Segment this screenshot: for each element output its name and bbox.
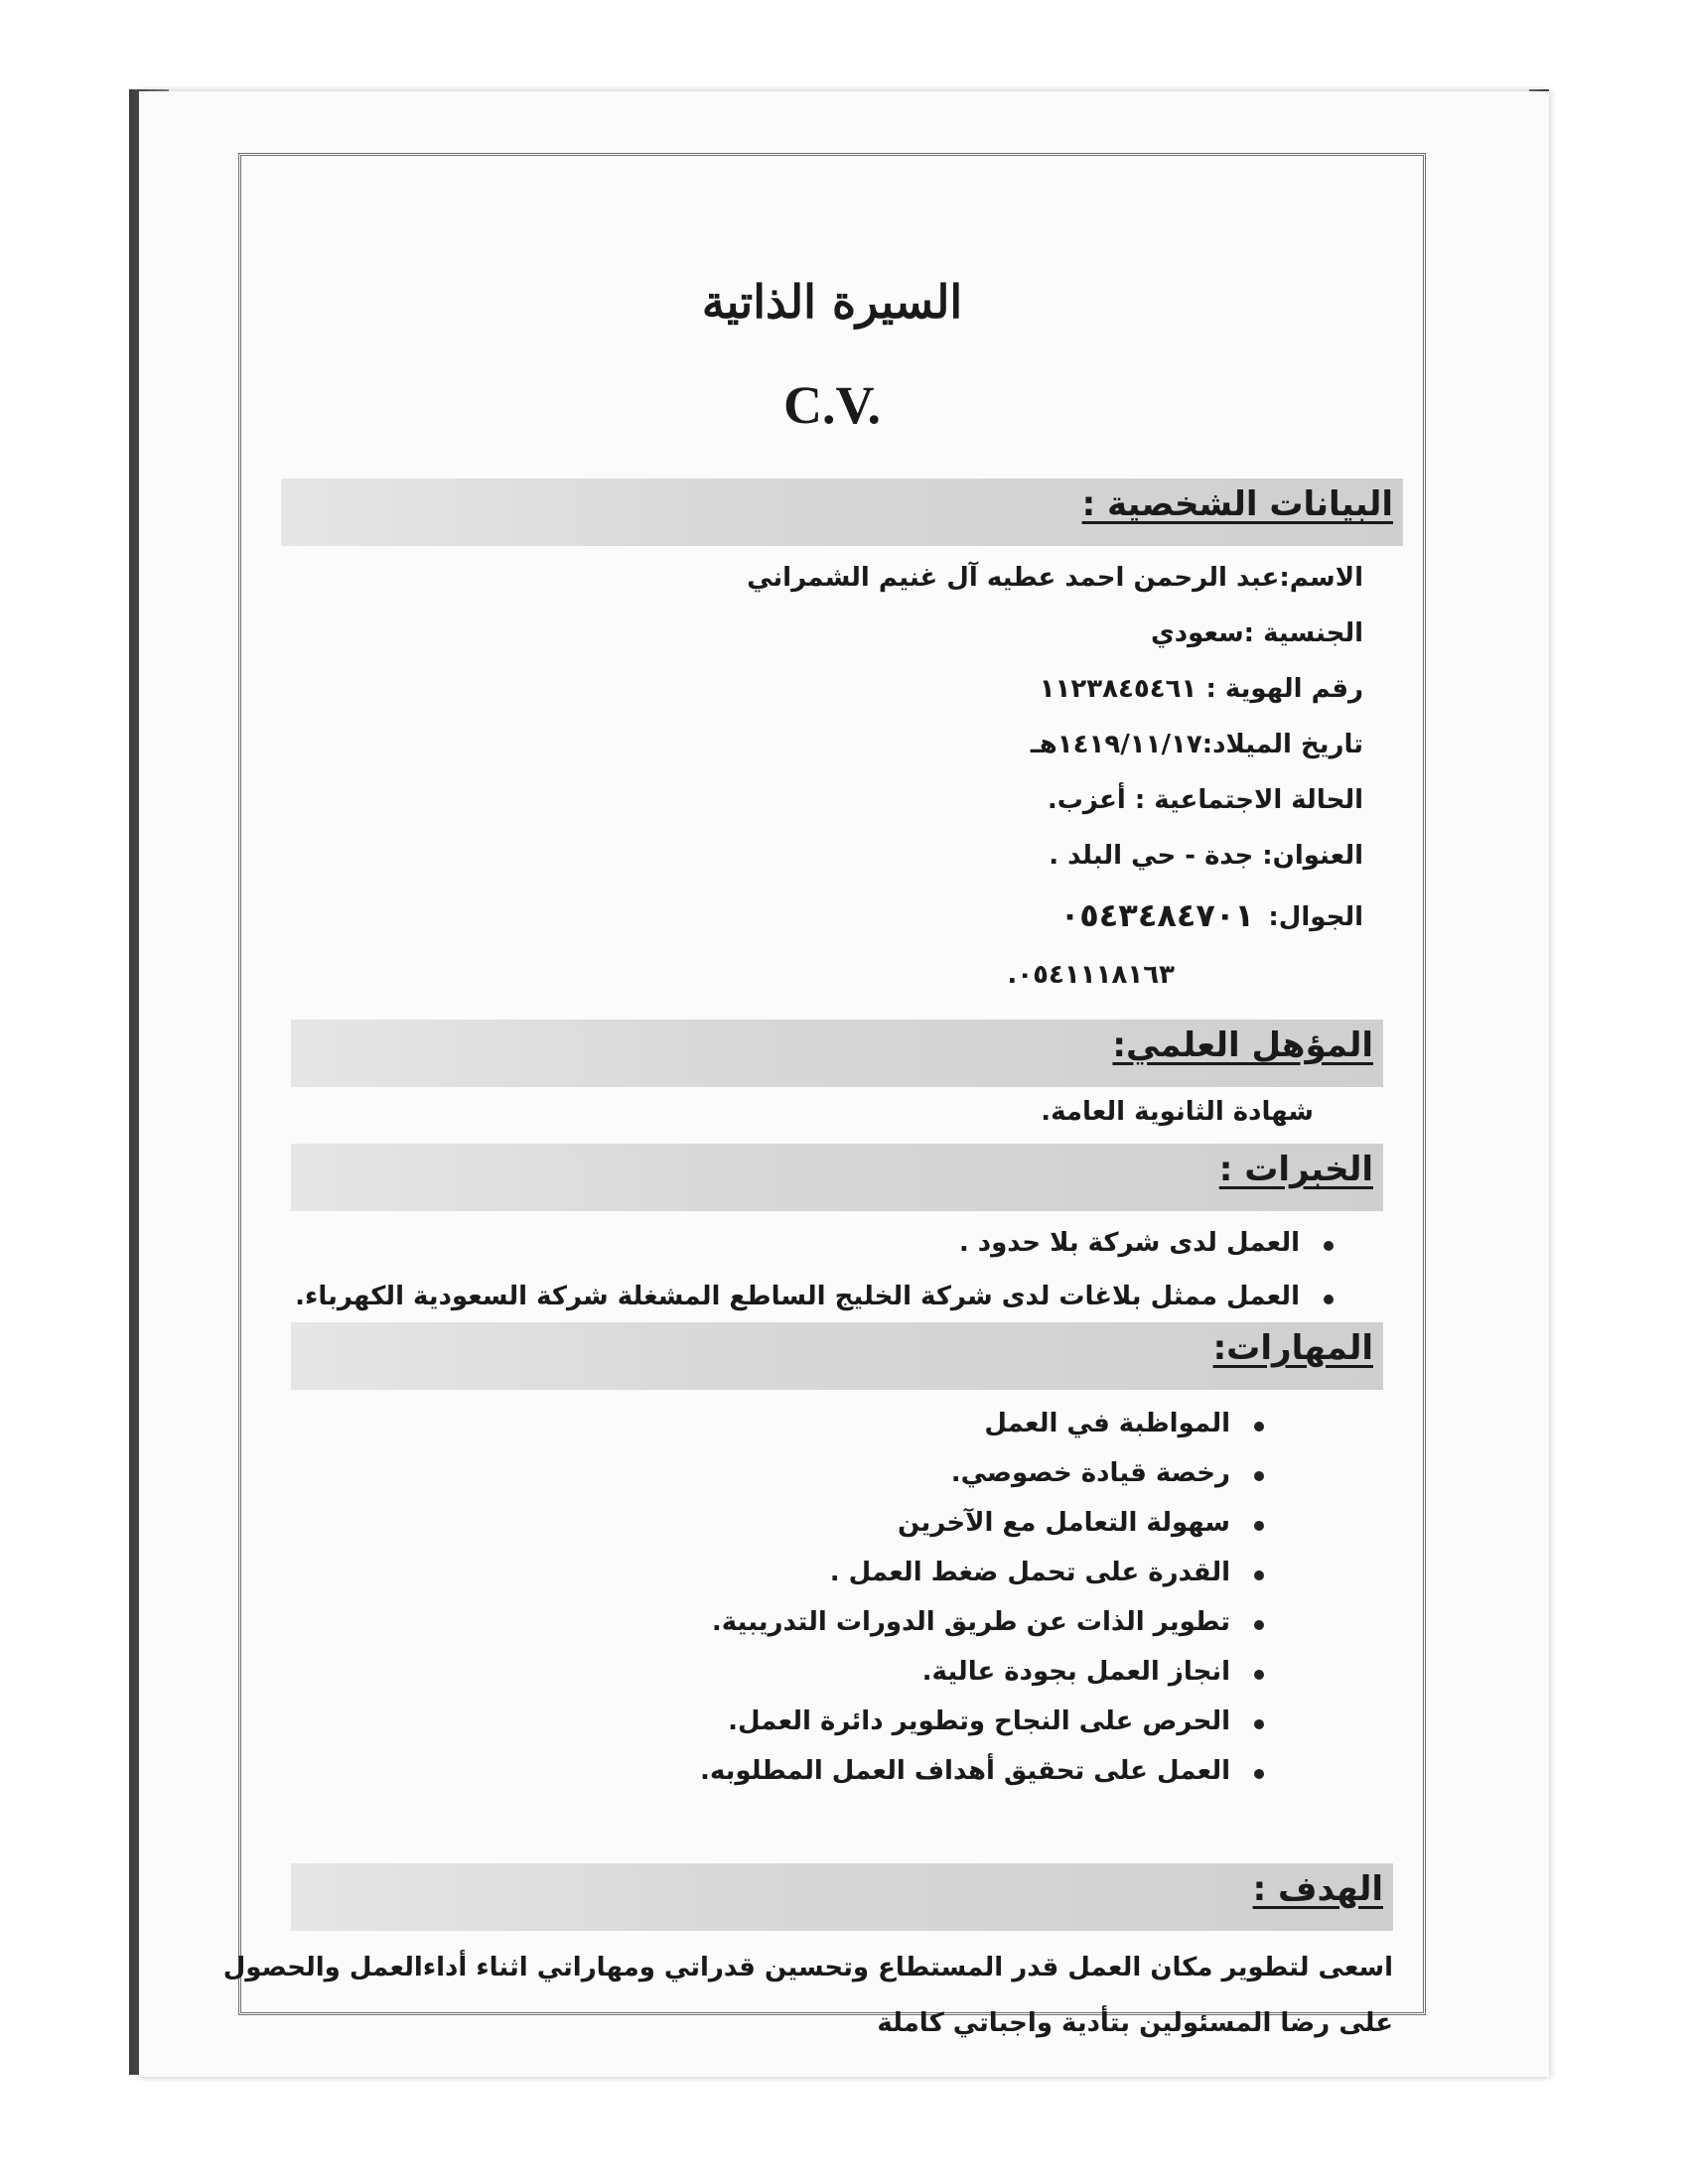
experience-list [295, 1228, 1343, 1311]
qualification-section-bar [291, 1020, 1383, 1087]
qualification-heading: المؤهل العلمي: [1112, 1025, 1373, 1065]
skills-list [700, 1409, 1274, 1786]
experience-item: العمل ممثل بلاغات لدى شركة الخليج الساطع المشغلة شركة السعودية الكهرباء. [295, 1282, 1343, 1311]
address-field: العنوان: جدة - حي البلد . [1049, 841, 1363, 871]
title-arabic: السيرة الذاتية [701, 275, 963, 329]
goal-heading: الهدف : [1252, 1869, 1383, 1909]
name-field: الاسم:عبد الرحمن احمد عطيه آل غنيم الشمراني [747, 563, 1363, 593]
skill-item: القدرة على تحمل ضغط العمل . [700, 1558, 1274, 1587]
nationality-field: الجنسية :سعودي [1150, 618, 1363, 648]
birth-date-field: تاريخ الميلاد:١٤١٩/١١/١٧هـ [1030, 730, 1363, 759]
page-border [222, 153, 1426, 2038]
skills-heading: المهارات: [1212, 1328, 1373, 1368]
personal-heading: البيانات الشخصية : [1081, 484, 1393, 524]
personal-section-bar [281, 478, 1403, 546]
marital-status-field: الحالة الاجتماعية : أعزب. [1047, 785, 1363, 815]
skill-item: رخصة قيادة خصوصي. [700, 1458, 1274, 1488]
paper-sheet [139, 91, 1549, 2077]
skills-section-bar [291, 1322, 1383, 1390]
skill-item: العمل على تحقيق أهداف العمل المطلوبه. [700, 1756, 1274, 1786]
cv-document [222, 156, 1423, 2038]
experience-item: العمل لدى شركة بلا حدود . [295, 1228, 1343, 1258]
goal-line-2: على رضا المسئولين بتأدية واجباتي كاملة [877, 2008, 1393, 2038]
goal-line-1: اسعى لتطوير مكان العمل قدر المستطاع وتحسين قدراتي ومهاراتي اثناء أداءالعمل والحصول [222, 1953, 1393, 1982]
title-english: C.V. [782, 375, 882, 435]
mobile-number-2: ٠٥٤١١١٨١٦٣. [1007, 960, 1175, 990]
qualification-value: شهادة الثانوية العامة. [1041, 1097, 1314, 1127]
skill-item: المواظبة في العمل [700, 1409, 1274, 1438]
experience-heading: الخبرات : [1218, 1150, 1373, 1189]
id-number-field: رقم الهوية : ١١٢٣٨٤٥٤٦١ [1039, 674, 1363, 704]
experience-section-bar [291, 1144, 1383, 1211]
mobile-label: الجوال: [1268, 902, 1363, 932]
skill-item: انجاز العمل بجودة عالية. [700, 1657, 1274, 1687]
mobile-number-1: ٠٥٤٣٤٨٤٧٠١ [1059, 896, 1254, 934]
skill-item: سهولة التعامل مع الآخرين [700, 1508, 1274, 1538]
goal-section-bar [291, 1863, 1393, 1931]
skill-item: الحرص على النجاح وتطوير دائرة العمل. [700, 1706, 1274, 1736]
skill-item: تطوير الذات عن طريق الدورات التدريبية. [700, 1607, 1274, 1637]
